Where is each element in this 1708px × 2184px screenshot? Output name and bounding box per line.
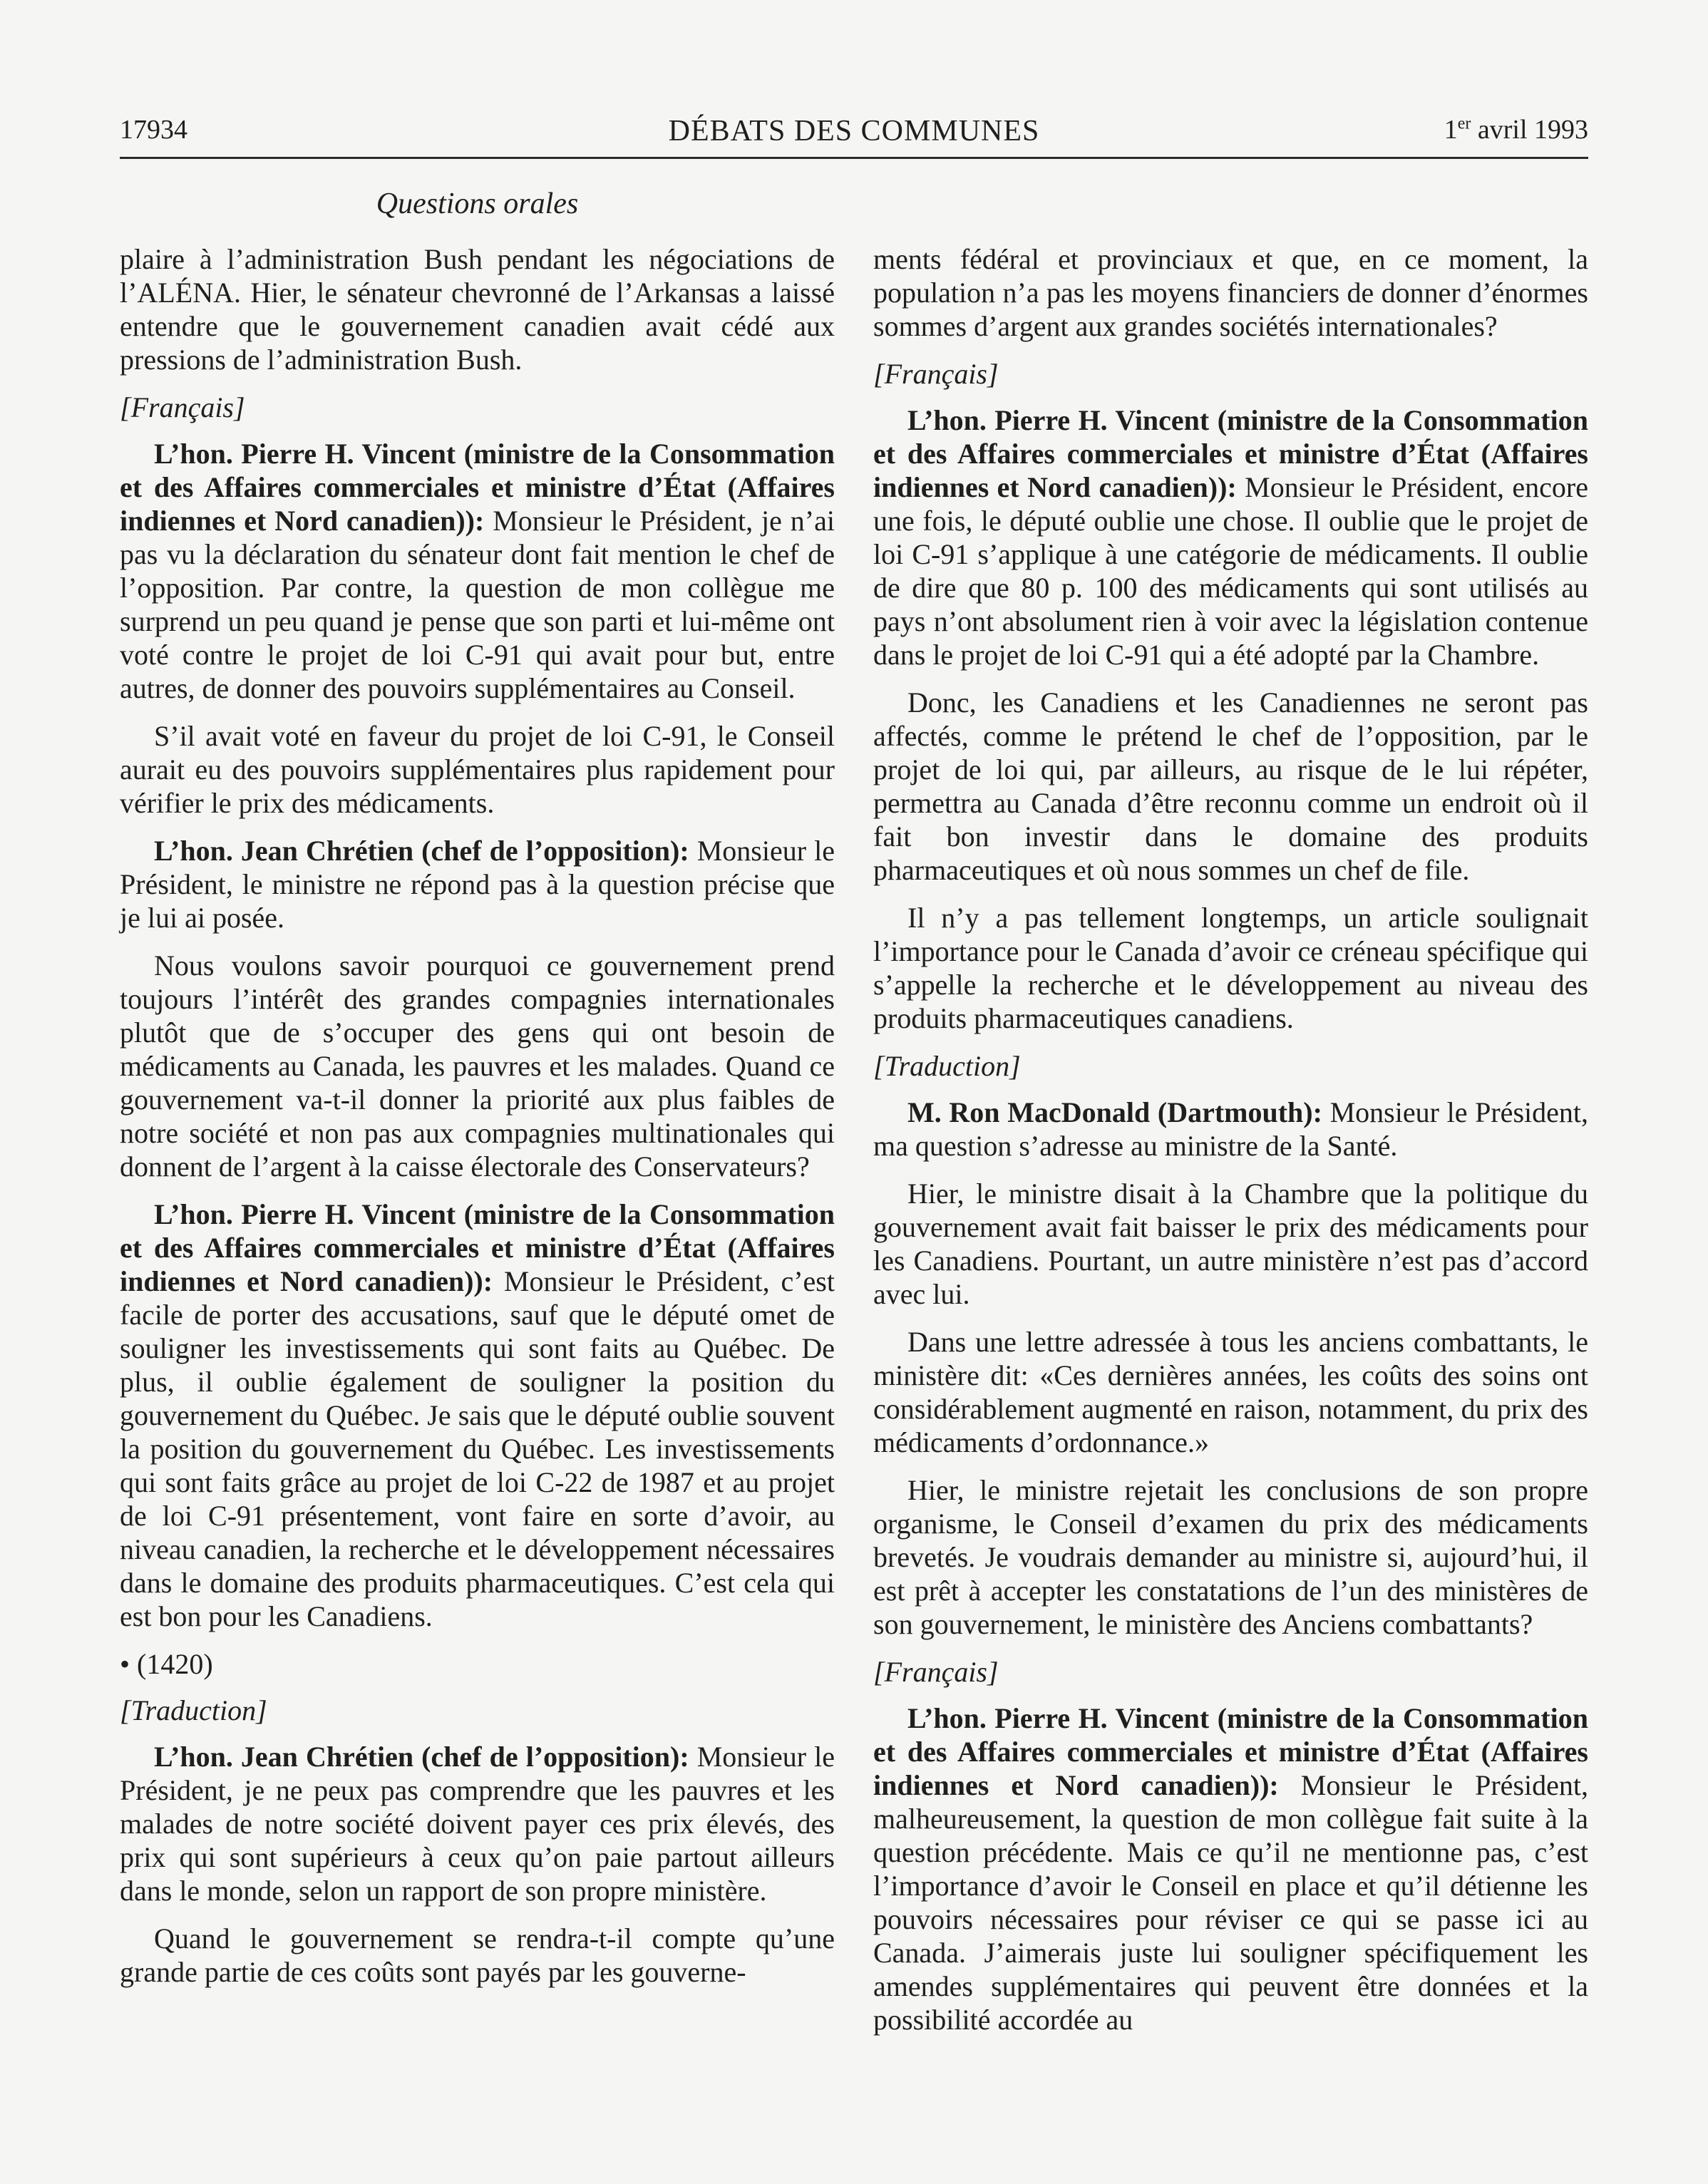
speech-paragraph — [120, 1740, 835, 1907]
language-tag: [Français] — [873, 358, 999, 390]
paragraph: S’il avait voté en faveur du projet de loi C-91, le Conseil aurait eu des pouvoirs supplémentaires plus rapidement pour vérifier le prix des médicaments. — [120, 720, 835, 819]
paragraph: Nous voulons savoir pourquoi ce gouvernement prend toujours l’intérêt des grandes compagnies internationales plutôt que de s’occuper des gens qui ont besoin de médicaments au Canada, les pauvres et les malades. Quand ce gouvernement va-t-il donner la priorité aux plus faibles de notre société et non pas aux compagnies multinationales qui donnent de l’argent à la caisse électorale des Conservateurs? — [120, 949, 835, 1183]
paragraph: Hier, le ministre disait à la Chambre que la politique du gouvernement avait fait baisser le prix des médicaments pour les Canadiens. Pourtant, un autre ministère n’est pas d’accord avec lui. — [873, 1178, 1588, 1310]
language-tag: [Traduction] — [120, 1694, 267, 1726]
paragraph: Dans une lettre adressée à tous les anciens combattants, le ministère dit: «Ces dernières années, les coûts des soins ont considérablement augmenté en raison, notamment, du prix des médicaments d’ordonnance.» — [873, 1326, 1588, 1458]
speech-text: Monsieur le Président, je n’ai pas vu la déclaration du sénateur dont fait mention le chef de l’opposition. Par contre, la question de mon collègue me surprend un peu quand je pense que son parti et lui-même ont voté contre le projet de loi C-91 qui avait pour but, entre autres, de donner des pouvoirs supplémentaires au Conseil. — [120, 505, 835, 704]
date-day: 1 — [1444, 115, 1458, 145]
speaker-name: L’hon. Pierre H. Vincent (ministre de la Consommation et des Affaires commerciales et ministre d’État (Affaires indiennes et Nord canadien)): — [873, 404, 1588, 503]
paragraph: ments fédéral et provinciaux et que, en ce moment, la population n’a pas les moyens financiers de donner d’énormes sommes d’argent aux grandes sociétés internationales? — [873, 243, 1588, 342]
speaker-name: L’hon. Jean Chrétien (chef de l’opposition): — [154, 835, 689, 867]
page-title: DÉBATS DES COMMUNES — [668, 115, 1040, 148]
language-tag: [Français] — [120, 391, 245, 423]
speech-text: Monsieur le Président, le ministre ne répond pas à la question précise que je lui ai posée. — [120, 835, 835, 934]
speech-paragraph — [873, 1096, 1588, 1163]
time-marker: • (1420) — [120, 1648, 213, 1680]
page-date — [1444, 114, 1588, 145]
paragraph: Donc, les Canadiens et les Canadiennes ne seront pas affectés, comme le prétend le chef de l’opposition, par le projet de loi qui, par ailleurs, au risque de le lui répéter, permettra au Canada d’être reconnu comme un endroit où il fait bon investir dans le domaine des produits pharmaceutiques et où nous sommes un chef de file. — [873, 686, 1588, 886]
speech-text: Monsieur le Président, encore une fois, le député oublie une chose. Il oublie que le projet de loi C-91 s’applique à une catégorie de médicaments. Il oublie de dire que 80 p. 100 des médicaments qui sont utilisés au pays n’ont absolument rien à voir avec la législation contenue dans le projet de loi C-91 qui a été adopté par la Chambre. — [873, 471, 1588, 671]
page-number: 17934 — [120, 115, 187, 145]
paragraph: Quand le gouvernement se rendra-t-il compte qu’une grande partie de ces coûts sont payés par les gouverne- — [120, 1922, 835, 1988]
language-tag: [Traduction] — [873, 1050, 1021, 1082]
date-rest: avril 1993 — [1477, 115, 1588, 145]
language-tag: [Français] — [873, 1656, 999, 1688]
page-header — [120, 114, 1588, 159]
speaker-name: L’hon. Pierre H. Vincent (ministre de la Consommation et des Affaires commerciales et ministre d’État (Affaires indiennes et Nord canadien)): — [120, 1198, 835, 1297]
speech-paragraph — [873, 1701, 1588, 2036]
speaker-name: L’hon. Pierre H. Vincent (ministre de la Consommation et des Affaires commerciales et ministre d’État (Affaires indiennes et Nord canadien)): — [873, 1702, 1588, 1801]
left-column — [120, 242, 835, 2003]
paragraph: Hier, le ministre rejetait les conclusions de son propre organisme, le Conseil d’examen du prix des médicaments brevetés. Je voudrais demander au ministre si, aujourd’hui, il est prêt à accepter les constatations de l’un des ministères de son gouvernement, le ministère des Anciens combattants? — [873, 1474, 1588, 1640]
right-column — [873, 242, 1588, 2051]
speech-text: Monsieur le Président, malheureusement, la question de mon collègue fait suite à la question précédente. Mais ce qu’il ne mentionne pas, c’est l’importance d’avoir le Conseil en place et qu’il détienne les pouvoirs nécessaires pour réviser ce qui se passe ici au Canada. J’aimerais juste lui souligner spécifiquement les amendes supplémentaires qui peuvent être données et la possibilité accordée au — [873, 1769, 1588, 2036]
speech-paragraph — [120, 834, 835, 934]
speech-text: Monsieur le Président, je ne peux pas comprendre que les pauvres et les malades de notre société doivent payer ces prix élevés, des prix qui sont supérieurs à ceux qu’on paie partout ailleurs dans le monde, selon un rapport de son propre ministère. — [120, 1741, 835, 1907]
speaker-name: M. Ron MacDonald (Dartmouth): — [907, 1096, 1322, 1128]
speaker-name: L’hon. Pierre H. Vincent (ministre de la Consommation et des Affaires commerciales et ministre d’État (Affaires indiennes et Nord canadien)): — [120, 438, 835, 537]
speech-text: Monsieur le Président, c’est facile de porter des accusations, sauf que le député omet de souligner les investissements qui sont faits au Québec. De plus, il oublie également de souligner la position du gouvernement du Québec. Je sais que le député oublie souvent la position du gouvernement du Québec. Les investissements qui sont faits grâce au projet de loi C-22 de 1987 et au projet de loi C-91 présentement, vont faire en sorte d’avoir, au niveau canadien, la recherche et le développement nécessaires dans le domaine des produits pharmaceutiques. C’est cela qui est bon pour les Canadiens. — [120, 1265, 835, 1632]
paragraph: Il n’y a pas tellement longtemps, un article soulignait l’importance pour le Canada d’avoir ce créneau spécifique qui s’appelle la recherche et le développement au niveau des produits pharmaceutiques canadiens. — [873, 902, 1588, 1034]
section-label: Questions orales — [376, 187, 579, 220]
speech-paragraph — [120, 437, 835, 705]
speech-paragraph — [873, 403, 1588, 671]
paragraph: plaire à l’administration Bush pendant les négociations de l’ALÉNA. Hier, le sénateur chevronné de l’Arkansas a laissé entendre que le gouvernement canadien avait cédé aux pressions de l’administration Bush. — [120, 243, 835, 376]
speech-text: Monsieur le Président, ma question s’adresse au ministre de la Santé. — [873, 1096, 1588, 1162]
speaker-name: L’hon. Jean Chrétien (chef de l’opposition): — [154, 1741, 689, 1773]
speech-paragraph — [120, 1197, 835, 1633]
date-suffix: er — [1457, 114, 1471, 133]
